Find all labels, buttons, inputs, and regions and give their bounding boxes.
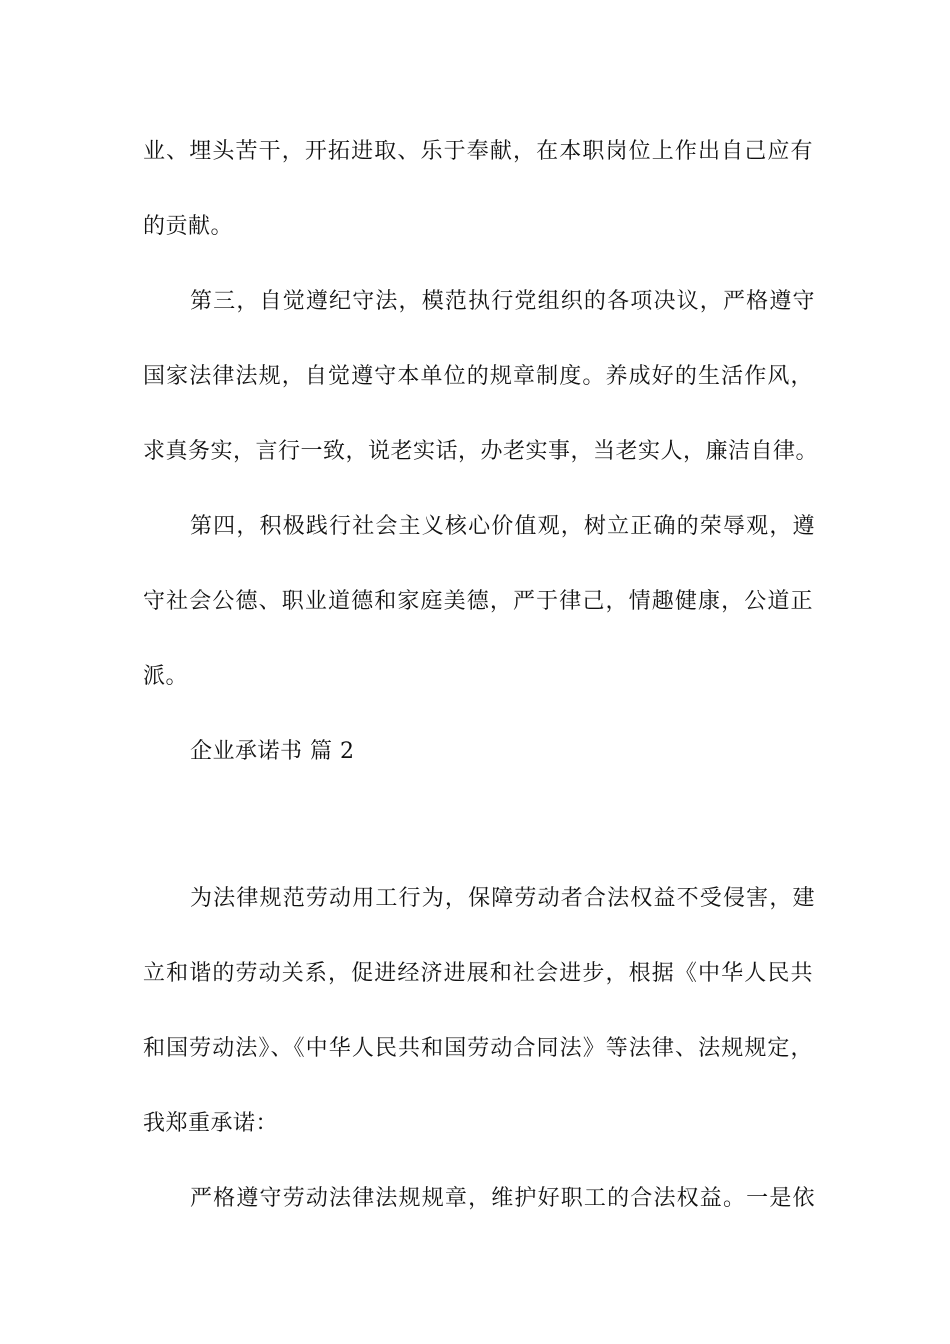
paragraph-line: 国家法律法规，自觉遵守本单位的规章制度。养成好的生活作风，	[143, 364, 813, 389]
paragraph-line: 为法律规范劳动用工行为，保障劳动者合法权益不受侵害，建	[190, 886, 815, 911]
paragraph-line: 守社会公德、职业道德和家庭美德，严于律己，情趣健康，公道正	[143, 589, 813, 614]
paragraph-line: 派。	[143, 664, 189, 689]
paragraph-line: 我郑重承诺：	[143, 1111, 279, 1136]
paragraph-line: 业、埋头苦干，开拓进取、乐于奉献，在本职岗位上作出自己应有	[143, 139, 813, 164]
section-heading: 企业承诺书 篇 2	[190, 739, 355, 764]
paragraph-line: 第四，积极践行社会主义核心价值观，树立正确的荣辱观，遵	[190, 514, 815, 539]
paragraph-line: 求真务实，言行一致，说老实话，办老实事，当老实人，廉洁自律。	[143, 439, 819, 464]
paragraph-line: 第三，自觉遵纪守法，模范执行党组织的各项决议，严格遵守	[190, 289, 815, 314]
paragraph-line: 的贡献。	[143, 214, 234, 239]
paragraph-line: 和国劳动法》、《中华人民共和国劳动合同法》等法律、法规规定，	[143, 1036, 813, 1061]
paragraph-line: 立和谐的劳动关系，促进经济进展和社会进步，根据《中华人民共	[143, 961, 813, 986]
paragraph-line: 严格遵守劳动法律法规规章，维护好职工的合法权益。一是依	[190, 1186, 815, 1211]
